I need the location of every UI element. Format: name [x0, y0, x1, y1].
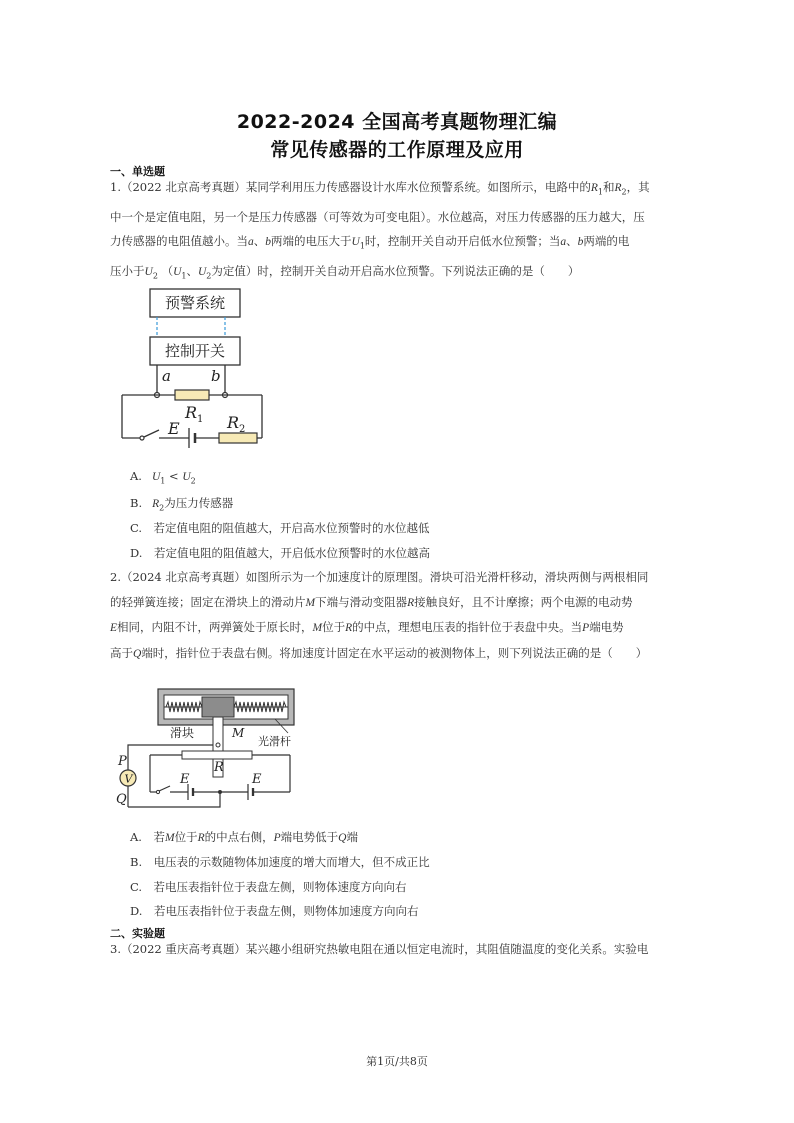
figure-water-level-circuit	[115, 285, 275, 445]
question-1-option-b: B. $R_2$为压力传感器	[130, 496, 234, 513]
rheostat-r	[182, 751, 252, 759]
voltmeter-v-label: V	[124, 772, 133, 786]
switch-lever	[159, 786, 170, 791]
terminal-b-label: b	[211, 367, 221, 385]
warning-system-label: 预警系统	[164, 294, 226, 312]
battery-2-e-label: E	[252, 772, 262, 787]
question-2-option-d: D. 若电压表指针位于表盘左侧，则物体加速度方向向右	[130, 904, 419, 918]
document-title-line-2: 常见传感器的工作原理及应用	[270, 139, 524, 161]
p-label: P	[118, 754, 127, 769]
control-switch-label: 控制开关	[164, 342, 226, 360]
resistor-r1	[175, 390, 209, 400]
question-1-option-c: C. 若定值电阻的阻值越大，开启高水位预警时的水位越低	[130, 521, 430, 535]
question-2-option-a: A. 若M位于R的中点右侧，P端电势低于Q端	[130, 830, 358, 844]
question-3-stem: 3.（2022 重庆高考真题）某兴趣小组研究热敏电阻在通以恒定电流时，其阻值随温度的变化关系。实验电	[110, 942, 649, 956]
slider-label: 滑块	[170, 726, 195, 740]
m-label: M	[232, 726, 245, 740]
switch-contact	[140, 436, 144, 440]
question-1-stem: 1.（2022 北京高考真题）某同学利用压力传感器设计水库水位预警系统。如图所示，电路中的$R_1$和$R_2$，其 中一个是定值电阻，另一个是压力传感器（可等效为可变电阻）。水位越高，对压力传感器的压力越大，压 力传感器的电阻值越小。当a、b两端的电压大于$U_1$时，控制开关自动开启低水位预警；当a、b两端的电 压小于$U_2$ （$U_1$、$U_2$为定值）时，控制开关自动开启高水位预警。下列说法正确的是（ ）	[110, 180, 650, 281]
terminal-a-label: a	[162, 367, 171, 385]
r2-label: R	[227, 413, 240, 432]
section-heading-single-choice: 一、单选题	[110, 165, 165, 178]
switch-lever	[144, 430, 159, 437]
r1-label: R	[185, 403, 198, 422]
question-2-option-b: B. 电压表的示数随物体加速度的增大而增大，但不成正比	[130, 855, 430, 869]
page-footer: 第1页/共8页	[366, 1055, 428, 1068]
slider-block	[202, 697, 234, 717]
svg-text:1: 1	[197, 414, 204, 425]
r-label: R	[214, 760, 224, 775]
question-1-option-d: D. 若定值电阻的阻值越大，开启低水位预警时的水位越高	[130, 546, 430, 560]
figure-accelerometer-circuit	[110, 685, 310, 815]
battery-e-label: E	[168, 419, 180, 438]
smooth-rod-label: 光滑杆	[258, 735, 291, 748]
battery-1-e-label: E	[180, 772, 190, 787]
question-2-option-c: C. 若电压表指针位于表盘左侧，则物体速度方向向右	[130, 880, 407, 894]
section-heading-experiment: 二、实验题	[110, 927, 165, 940]
resistor-r2	[219, 433, 257, 443]
question-1-option-a: A. $U_1 < U_2$	[130, 469, 196, 486]
svg-text:2: 2	[239, 424, 246, 435]
q-label: Q	[116, 792, 127, 807]
question-2-stem: 2.（2024 北京高考真题）如图所示为一个加速度计的原理图。滑块可沿光滑杆移动，滑块两侧与两根相同 的轻弹簧连接；固定在滑块上的滑动片M下端与滑动变阻器R接触良好，且不计摩擦；两个电源的电动势 E相同，内阻不计，两弹簧处于原长时，M位于R的中点，理想电压表的指针位于表盘中央。当P端电势 高于Q端时，指针位于表盘右侧。将加速度计固定在水平运动的被测物体上，则下列说法正确的是（ ）	[110, 570, 649, 660]
document-title-line-1: 2022-2024 全国高考真题物理汇编	[236, 111, 558, 133]
